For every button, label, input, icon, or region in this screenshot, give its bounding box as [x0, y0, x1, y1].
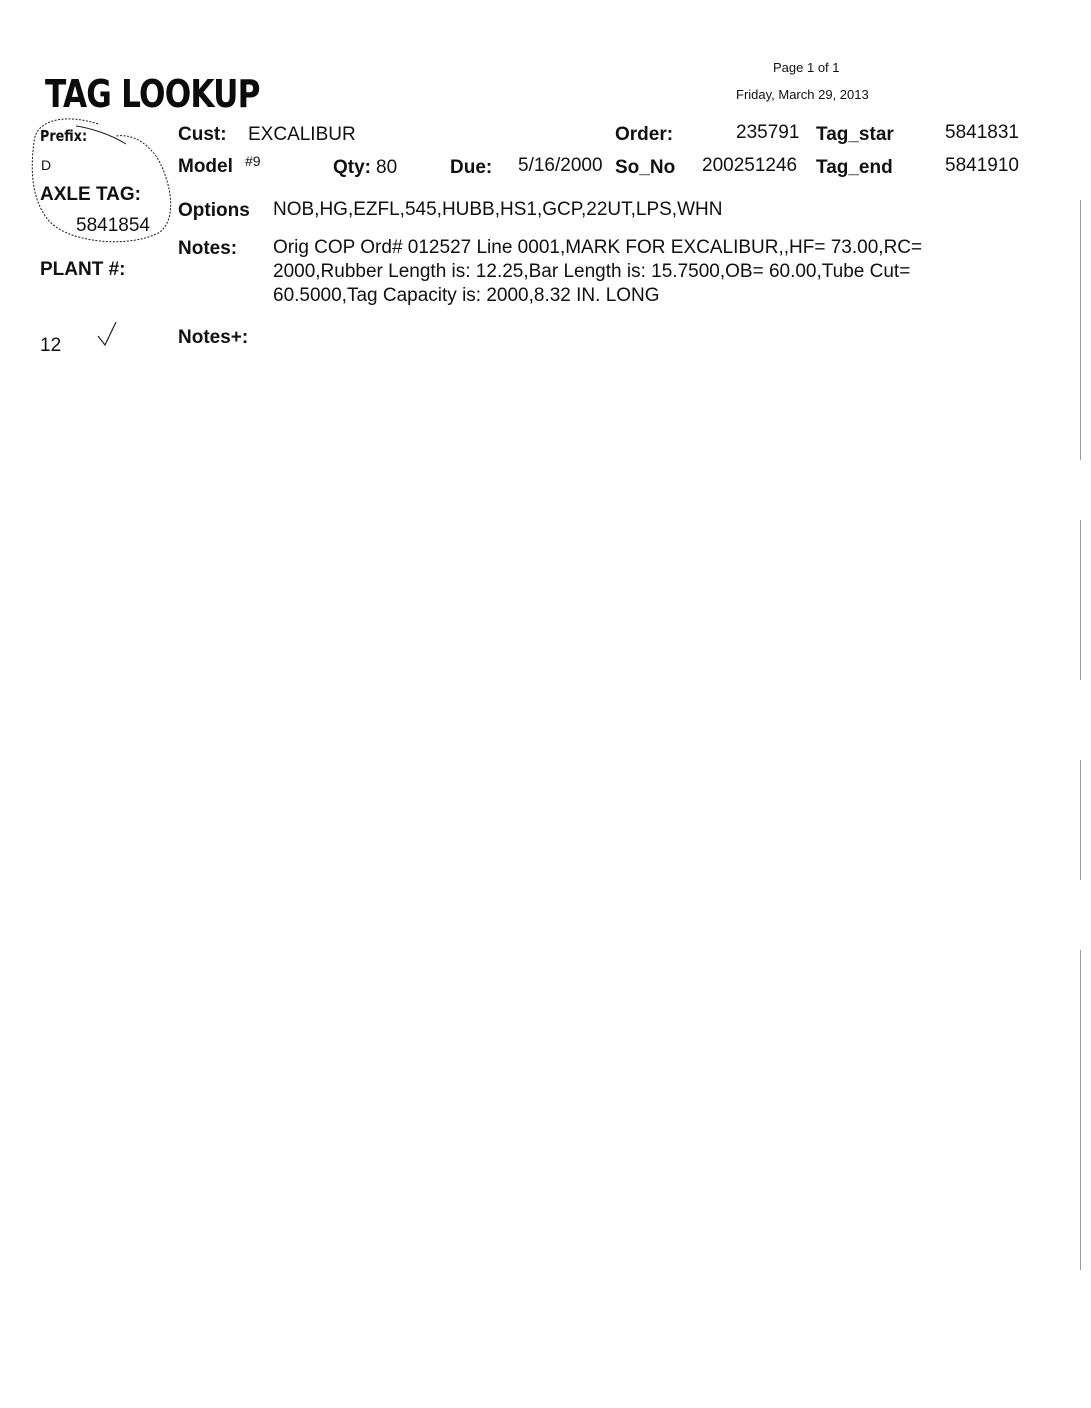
- so-no-label: So_No: [615, 157, 676, 178]
- so-no-value: 200251246: [702, 155, 798, 176]
- page-info: Page 1 of 1: [773, 60, 840, 75]
- cust-value: EXCALIBUR: [248, 124, 356, 145]
- axle-tag-label: AXLE TAG:: [40, 184, 141, 205]
- notes-label: Notes:: [178, 238, 238, 259]
- scan-edge-mark: [1080, 760, 1081, 880]
- model-label: Model: [178, 156, 233, 177]
- scan-edge-mark: [1080, 520, 1081, 680]
- scan-edge-mark: [1080, 950, 1081, 1270]
- page-title: TAG LOOKUP: [45, 72, 260, 116]
- options-label: Options: [178, 200, 250, 221]
- notes-value: Orig COP Ord# 012527 Line 0001,MARK FOR EXCALIBUR,,HF= 73.00,RC= 2000,Rubber Length is: 12.25,Bar Length is: 15.7500,OB= 60.00,Tube Cut= 60.5000,Tag Capacity is: 2000,8.32 IN. LONG: [273, 237, 923, 306]
- prefix-value: D: [41, 157, 52, 173]
- order-value: 235791: [736, 122, 800, 143]
- model-value: #9: [245, 153, 261, 169]
- qty-label: Qty:: [333, 157, 371, 178]
- axle-tag-value: 5841854: [76, 215, 150, 236]
- tag-start-label: Tag_star: [816, 124, 894, 145]
- scan-edge-mark: [1080, 200, 1081, 460]
- qty-value: 80: [376, 157, 398, 178]
- check-mark-icon: [96, 318, 122, 350]
- due-label: Due:: [450, 157, 493, 178]
- plant-label: PLANT #:: [40, 259, 126, 280]
- order-label: Order:: [615, 124, 674, 145]
- options-value: NOB,HG,EZFL,545,HUBB,HS1,GCP,22UT,LPS,WHN: [273, 199, 723, 220]
- cust-label: Cust:: [178, 124, 227, 145]
- hand-drawn-circle-annotation: [28, 112, 178, 252]
- report-date: Friday, March 29, 2013: [736, 87, 869, 102]
- prefix-label: Prefix:: [40, 127, 88, 145]
- tag-end-value: 5841910: [945, 155, 1019, 176]
- notes-plus-label: Notes+:: [178, 327, 249, 348]
- due-value: 5/16/2000: [518, 155, 603, 176]
- plant-value: 12: [40, 335, 62, 356]
- tag-end-label: Tag_end: [816, 157, 893, 178]
- tag-start-value: 5841831: [945, 122, 1019, 143]
